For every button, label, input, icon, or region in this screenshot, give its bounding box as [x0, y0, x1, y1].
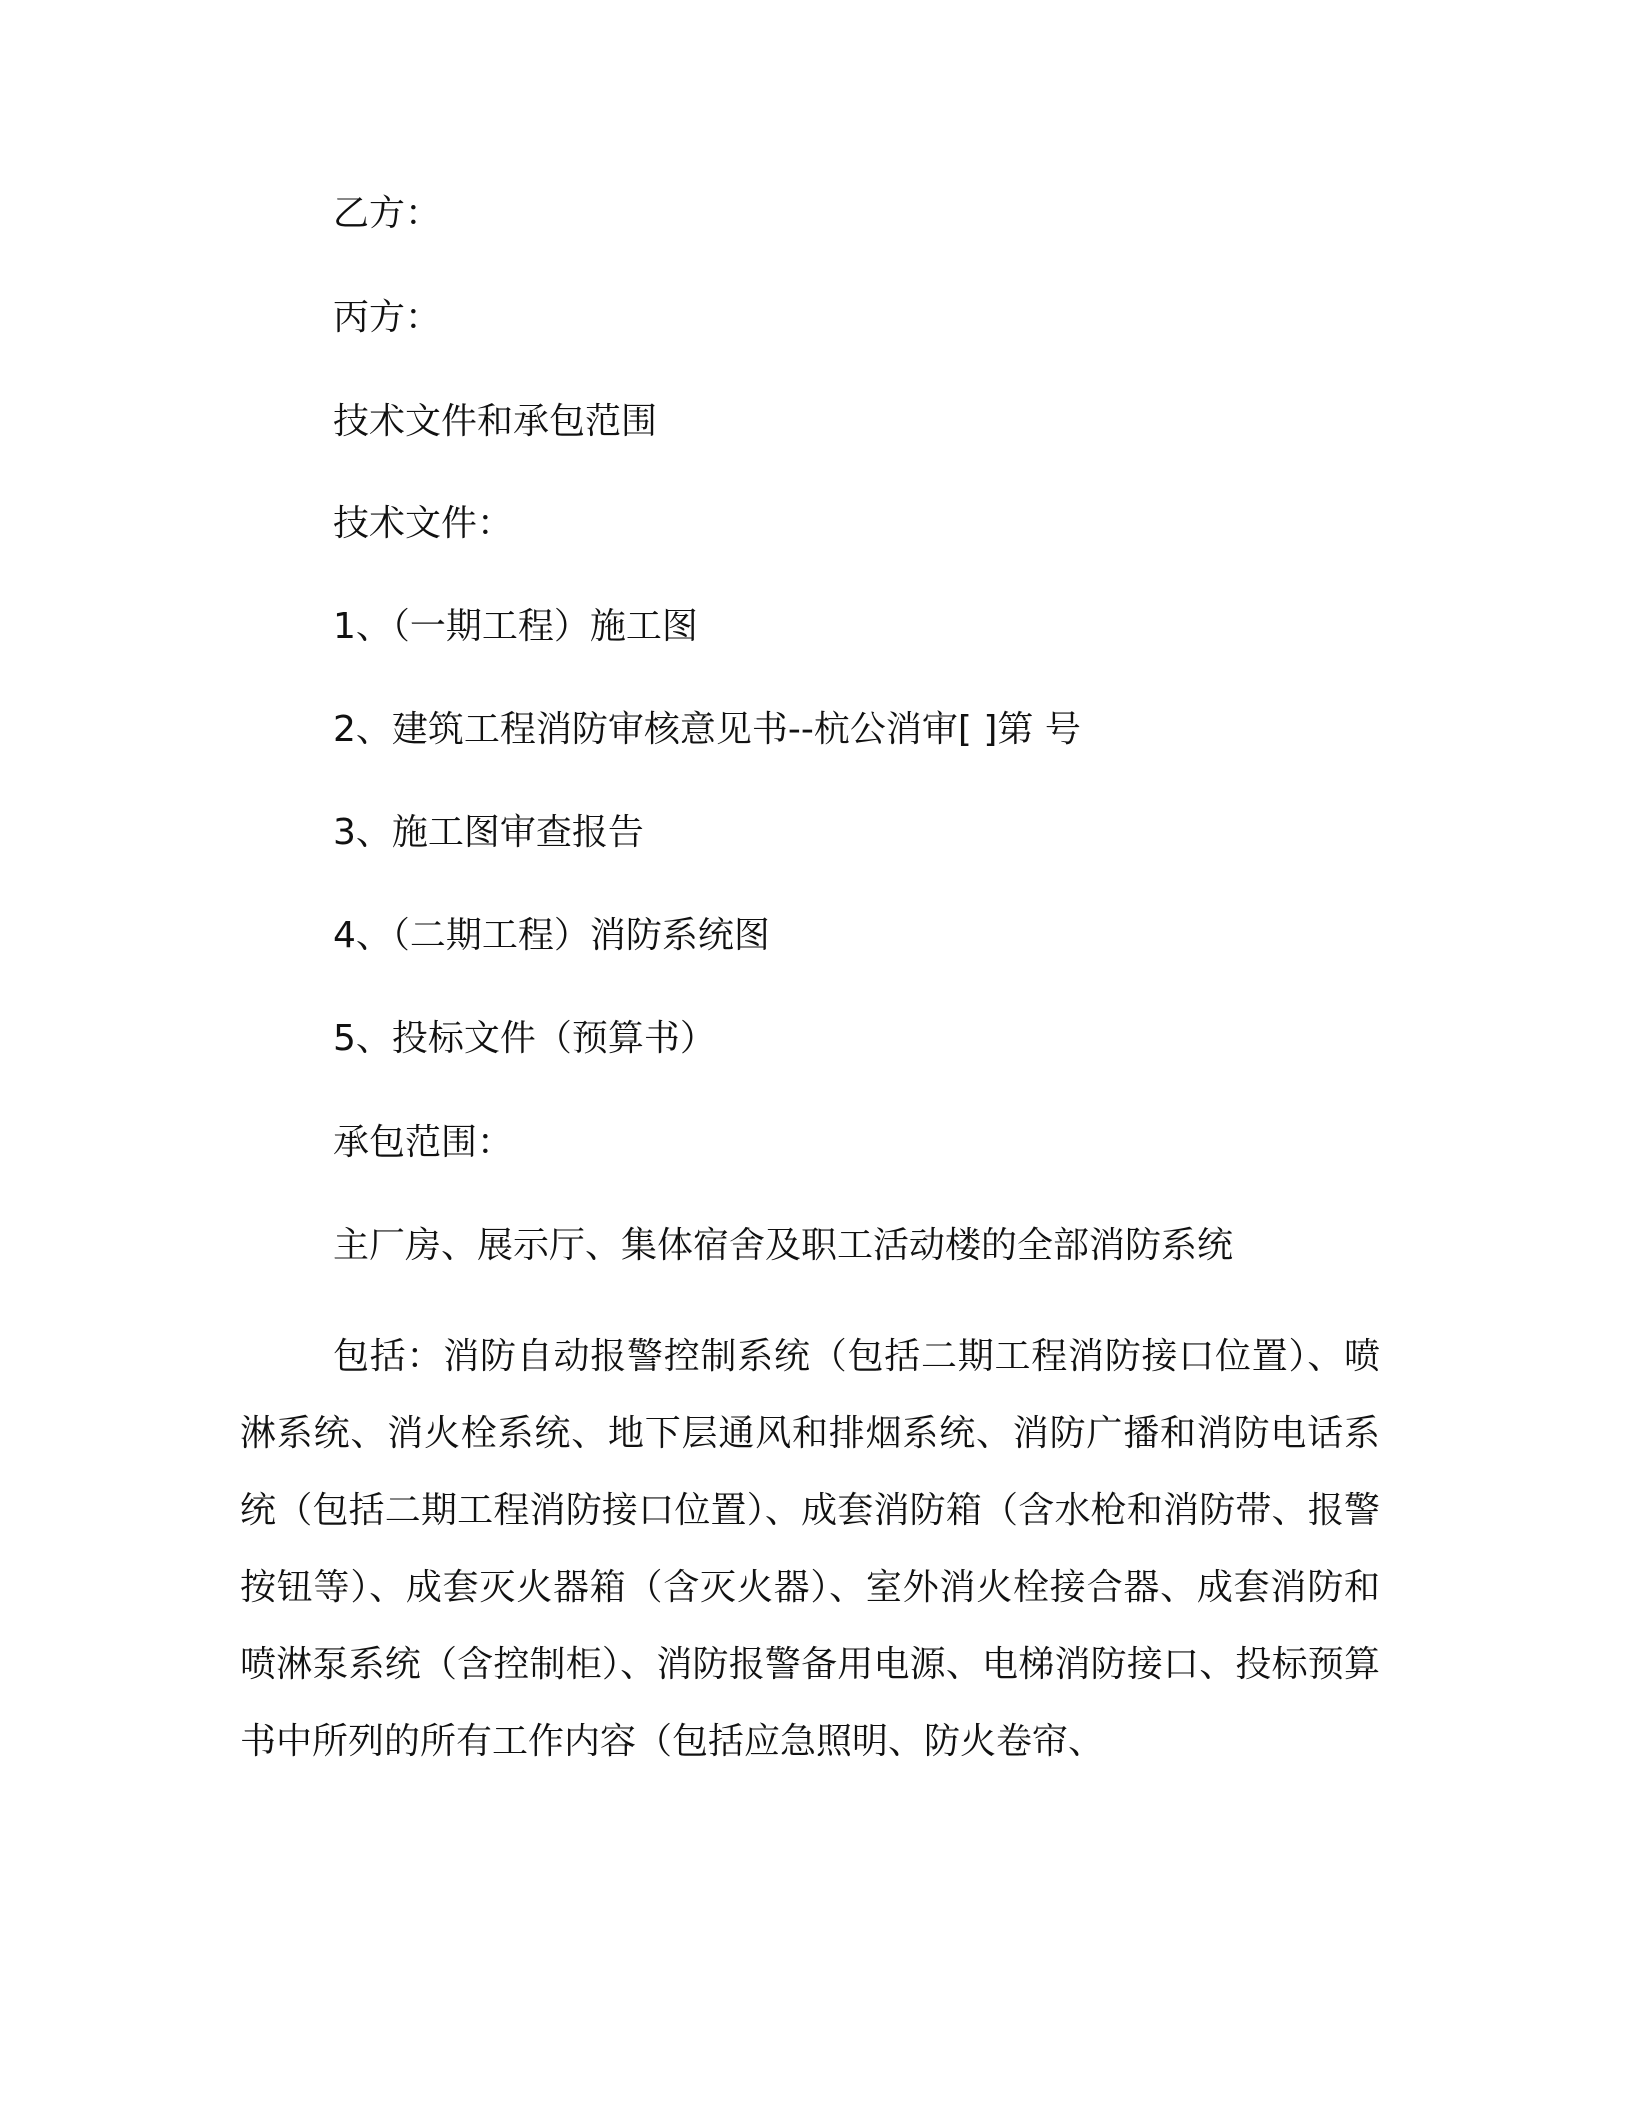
party-c-label: 丙方： [333, 297, 442, 338]
party-b-label: 乙方： [333, 193, 442, 234]
scope-detail-block [240, 1318, 1380, 1780]
list-item: 3、施工图审查报告 [333, 812, 644, 853]
list-item: 4、（二期工程）消防系统图 [333, 915, 770, 956]
scope-detail-paragraph: 包括：消防自动报警控制系统（包括二期工程消防接口位置）、喷淋系统、消火栓系统、地下层通风和排烟系统、消防广播和消防电话系统（包括二期工程消防接口位置）、成套消防箱（含水枪和消防带、报警按钮等）、成套灭火器箱（含灭火器）、室外消火栓接合器、成套消防和喷淋泵系统（含控制柜）、消防报警备用电源、电梯消防接口、投标预算书中所列的所有工作内容（包括应急照明、防火卷帘、 [240, 1336, 1380, 1762]
list-item: 5、投标文件（预算书） [333, 1018, 716, 1059]
section-heading: 技术文件和承包范围 [333, 401, 658, 442]
scope-heading: 承包范围： [333, 1122, 514, 1163]
tech-docs-heading: 技术文件： [333, 503, 514, 544]
list-item: 2、建筑工程消防审核意见书--杭公消审[ ]第 号 [333, 709, 1081, 750]
scope-summary: 主厂房、展示厅、集体宿舍及职工活动楼的全部消防系统 [333, 1225, 1234, 1266]
list-item: 1、（一期工程）施工图 [333, 606, 698, 647]
